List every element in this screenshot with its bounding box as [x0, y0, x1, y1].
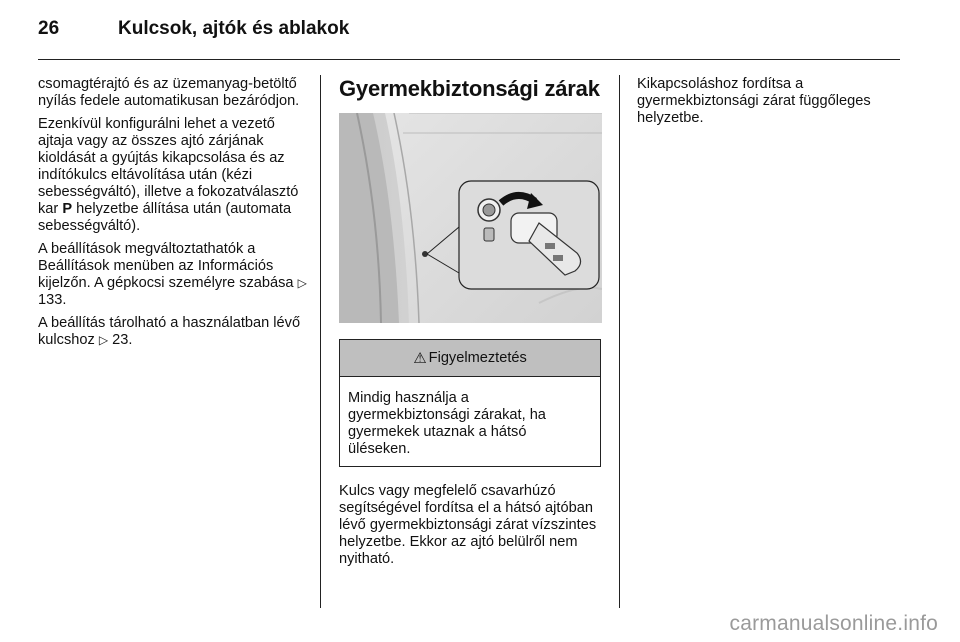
ref-arrow-icon: ▷ [98, 333, 109, 347]
warning-title: Figyelmeztetés [428, 349, 527, 366]
paragraph-settings-menu-text: A beállítások megváltoztathatók a Beállítások menüben az Információs kijelzőn. A gépkocsi személyre szabása [38, 241, 298, 291]
paragraph-child-lock-enable: Kulcs vagy megfelelő csavarhúzó segítségével fordítsa el a hátsó ajtóban lévő gyermekbiztonsági zárat vízszintes helyzetbe. Ekkor az ajtó belülről nem nyitható. [339, 483, 597, 567]
paragraph-unlock-config-end: helyzetbe állítása után (automata sebességváltó). [38, 201, 292, 234]
paragraph-unlock-config-text: Ezenkívül konfigurálni lehet a vezető ajtaja vagy az összes ajtó zárjának kioldását a gyújtás kikapcsolása és az indítókulcs eltávolítása után (kézi sebességváltó), illetve a fokozatválasztó kar [38, 116, 299, 217]
warning-box [339, 339, 601, 467]
header-rule [38, 59, 900, 60]
paragraph-child-lock-disable: Kikapcsoláshoz fordítsa a gyermekbiztonsági zárat függőleges helyzetbe. [637, 76, 871, 126]
gear-position-p: P [62, 201, 73, 217]
column-divider-2 [619, 75, 620, 608]
warning-header [340, 340, 600, 377]
page-number: 26 [38, 18, 60, 39]
column-left [38, 76, 308, 355]
page-reference-link[interactable]: 23 [112, 332, 129, 348]
child-lock-illustration [339, 113, 602, 323]
paragraph-unlock-config [38, 116, 308, 235]
paragraph-settings-menu: A beállítások megváltoztathatók a Beállítások menüben az Információs kijelzőn. A gépkocsi személyre szabása ▷ 133. [38, 241, 307, 308]
paragraph-auto-lock: csomagtérajtó és az üzemanyag-betöltő nyílás fedele automatikusan bezáródjon. [38, 76, 300, 109]
page-reference-link[interactable]: 133 [38, 292, 63, 308]
warning-triangle-icon: ⚠ [413, 349, 427, 367]
paragraph-key-storage-text: A beállítás tárolható a használatban lévő kulcshoz [38, 315, 301, 348]
watermark: carmanualsonline.info [729, 612, 938, 635]
chapter-title: Kulcsok, ajtók és ablakok [118, 18, 350, 39]
column-divider-1 [320, 75, 321, 608]
section-heading: Gyermekbiztonsági zárak [339, 76, 600, 101]
paragraph-key-storage: A beállítás tárolható a használatban lévő kulcshoz ▷ 23. [38, 315, 301, 348]
column-right [637, 76, 907, 133]
ref-arrow-icon: ▷ [297, 276, 307, 290]
warning-body: Mindig használja a gyermekbiztonsági zárakat, ha gyermekek utaznak a hátsó üléseken. [348, 390, 546, 457]
column-middle [339, 76, 605, 574]
